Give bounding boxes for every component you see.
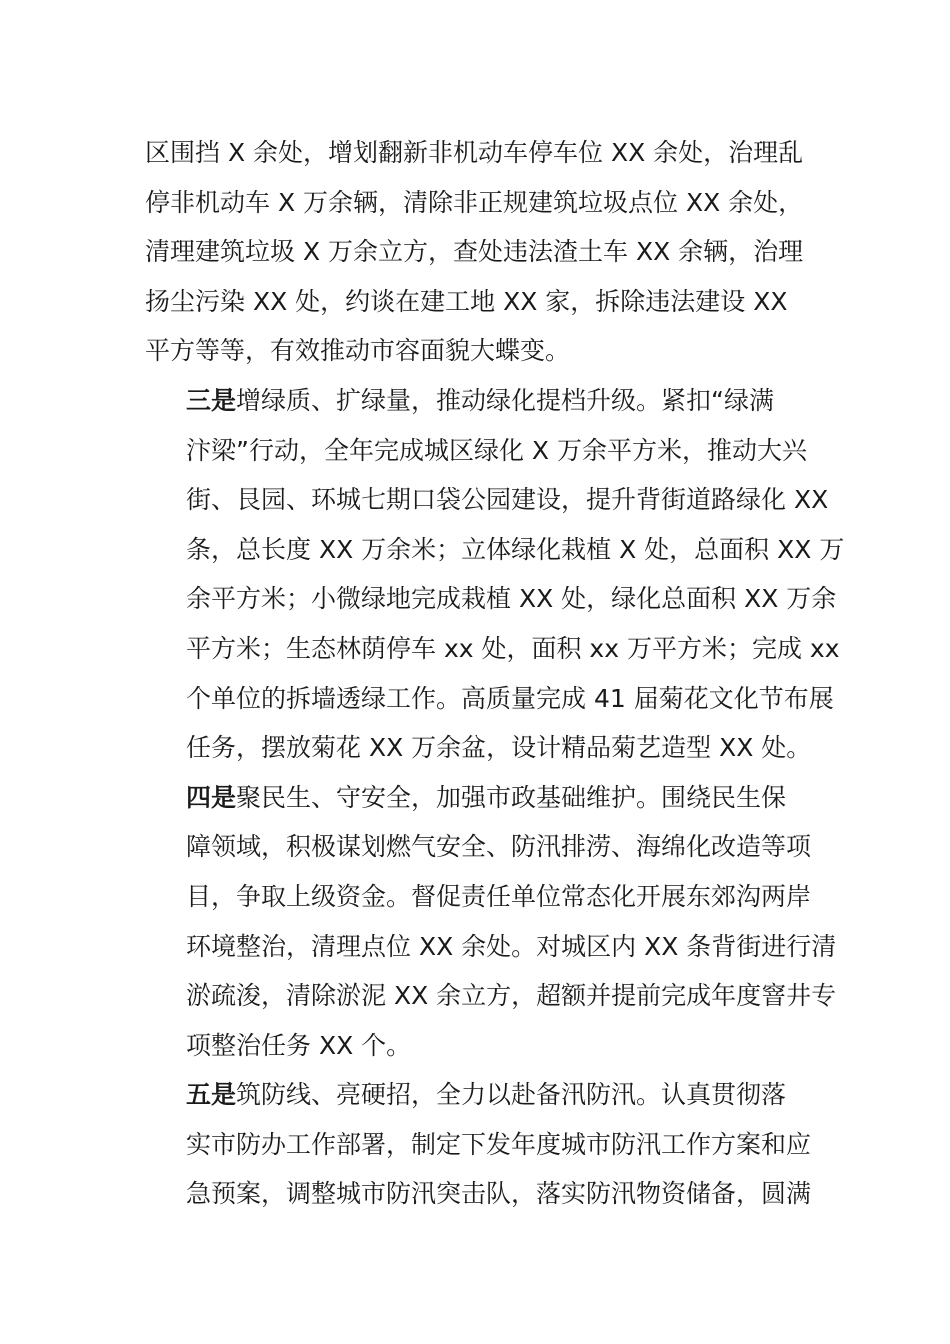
paragraph-lead-label: 四是	[186, 782, 237, 812]
text-line: 障领域，积极谋划燃气安全、防汛排涝、海绵化改造等项	[186, 832, 812, 862]
text-line	[145, 773, 810, 823]
document-body	[145, 128, 845, 1219]
text-line: 条，总长度 XX 万余米；立体绿化栽植 X 处，总面积 XX 万	[186, 534, 845, 564]
text-line: 环境整治，清理点位 XX 余处。对城区内 XX 条背街进行清	[186, 931, 837, 961]
text-line: 任务，摆放菊花 XX 万余盆，设计精品菊艺造型 XX 处。	[186, 733, 812, 763]
text-line: 实市防办工作部署，制定下发年度城市防汛工作方案和应	[186, 1129, 812, 1159]
text-line: 余平方米；小微绿地完成栽植 XX 处，绿化总面积 XX 万余	[186, 584, 837, 614]
text-line: 汴梁”行动，全年完成城区绿化 X 万余平方米，推动大兴	[186, 435, 807, 465]
paragraph-first-line-text: 聚民生、守安全，加强市政基础维护。围绕民生保	[236, 782, 787, 812]
text-line: 清理建筑垃圾 X 万余立方，查处违法渣土车 XX 余辆，治理	[145, 237, 804, 267]
paragraph-continuation	[145, 128, 810, 376]
text-line: 区围挡 X 余处，增划翻新非机动车停车位 XX 余处，治理乱	[145, 138, 804, 167]
text-line: 扬尘污染 XX 处，约谈在建工地 XX 家，拆除违法建设 XX	[145, 286, 788, 316]
text-line: 个单位的拆墙透绿工作。高质量完成 41 届菊花文化节布展	[186, 683, 834, 713]
text-line: 平方米；生态林荫停车 xx 处，面积 xx 万平方米；完成 xx	[186, 633, 840, 663]
text-line: 淤疏浚，清除淤泥 XX 余立方，超额并提前完成年度窨井专	[186, 981, 837, 1011]
paragraph-first-line-text: 增绿质、扩绿量，推动绿化提档升级。紧扣“绿满	[236, 385, 774, 415]
text-line: 项整治任务 XX 个。	[186, 1030, 412, 1060]
text-line: 街、艮园、环城七期口袋公园建设，提升背街道路绿化 XX	[186, 485, 829, 515]
paragraph-lead-label: 三是	[186, 385, 237, 415]
text-line: 平方等等，有效推动市容面貌大蝶变。	[145, 336, 571, 366]
text-line: 目，争取上级资金。督促责任单位常态化开展东郊沟两岸	[186, 881, 812, 911]
text-line	[145, 1070, 810, 1120]
text-line	[145, 376, 810, 426]
paragraph-first-line-text: 筑防线、亮硬招，全力以赴备汛防汛。认真贯彻落	[236, 1080, 787, 1110]
paragraph-five	[145, 1070, 810, 1219]
paragraph-lead-label: 五是	[186, 1080, 237, 1110]
text-line: 急预案，调整城市防汛突击队，落实防汛物资储备，圆满	[186, 1179, 812, 1209]
paragraph-four	[145, 773, 837, 1071]
text-line: 停非机动车 X 万余辆，清除非正规建筑垃圾点位 XX 余处，	[145, 187, 804, 217]
paragraph-three	[145, 376, 845, 773]
